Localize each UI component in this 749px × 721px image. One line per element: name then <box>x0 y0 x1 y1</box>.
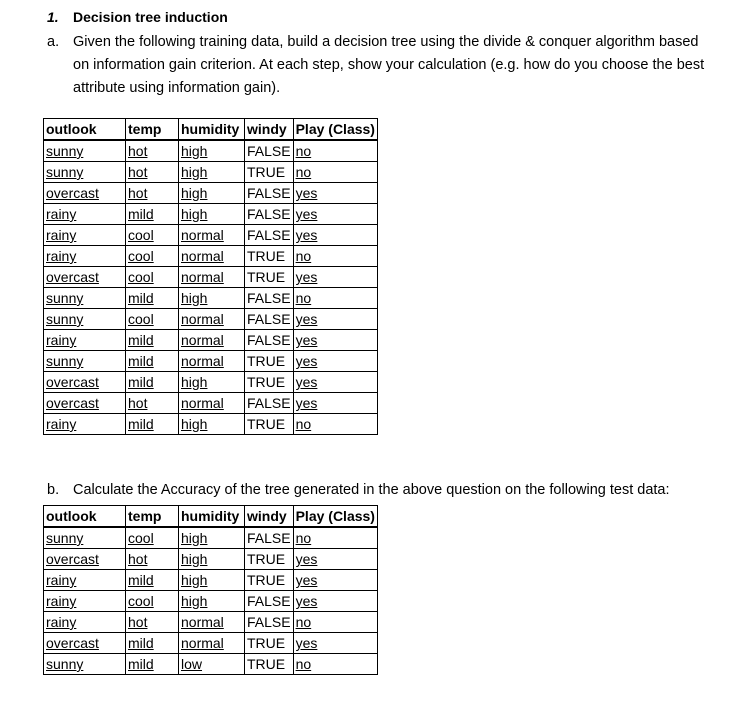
table-cell: FALSE <box>245 288 294 309</box>
table-cell: high <box>179 288 245 309</box>
table-cell: hot <box>126 612 179 633</box>
table-cell: yes <box>293 591 377 612</box>
table-row <box>44 612 378 633</box>
table-cell: sunny <box>44 654 126 675</box>
table-row <box>44 654 378 675</box>
table-row <box>44 414 378 435</box>
table-cell: high <box>179 162 245 183</box>
table-cell: sunny <box>44 288 126 309</box>
table-cell: FALSE <box>245 140 294 162</box>
table-cell: cool <box>126 246 179 267</box>
table-cell: high <box>179 372 245 393</box>
column-header: temp <box>126 119 179 141</box>
training-data-table <box>43 118 378 435</box>
table-cell: cool <box>126 527 179 549</box>
table-row <box>44 549 378 570</box>
table-cell: no <box>293 414 377 435</box>
table-cell: overcast <box>44 393 126 414</box>
test-table-body <box>44 527 378 675</box>
table-cell: cool <box>126 267 179 288</box>
table-row <box>44 591 378 612</box>
table-row <box>44 183 378 204</box>
table-cell: FALSE <box>245 225 294 246</box>
table-cell: mild <box>126 570 179 591</box>
table-row <box>44 330 378 351</box>
table-cell: overcast <box>44 183 126 204</box>
table-row <box>44 527 378 549</box>
table-row <box>44 351 378 372</box>
table-row <box>44 204 378 225</box>
table-row <box>44 267 378 288</box>
table-cell: high <box>179 414 245 435</box>
table-cell: FALSE <box>245 309 294 330</box>
question-number: 1. <box>47 9 59 25</box>
table-cell: overcast <box>44 549 126 570</box>
table-cell: cool <box>126 591 179 612</box>
table-row <box>44 372 378 393</box>
table-cell: FALSE <box>245 183 294 204</box>
table-cell: cool <box>126 309 179 330</box>
part-b-paragraph <box>47 479 713 502</box>
table-cell: normal <box>179 330 245 351</box>
table-cell: normal <box>179 225 245 246</box>
table-cell: FALSE <box>245 393 294 414</box>
table-row <box>44 140 378 162</box>
column-header: Play (Class) <box>293 119 377 141</box>
table-cell: mild <box>126 288 179 309</box>
table-row <box>44 246 378 267</box>
question-heading <box>47 9 228 25</box>
table-cell: rainy <box>44 225 126 246</box>
table-cell: mild <box>126 414 179 435</box>
table-cell: hot <box>126 183 179 204</box>
table-cell: hot <box>126 162 179 183</box>
table-cell: mild <box>126 372 179 393</box>
question-title: Decision tree induction <box>73 9 228 25</box>
table-cell: overcast <box>44 633 126 654</box>
part-a-paragraph <box>47 31 713 100</box>
table-cell: no <box>293 527 377 549</box>
table-cell: hot <box>126 140 179 162</box>
table-row <box>44 570 378 591</box>
table-cell: TRUE <box>245 633 294 654</box>
table-cell: cool <box>126 225 179 246</box>
table-cell: hot <box>126 393 179 414</box>
table-cell: normal <box>179 633 245 654</box>
table-cell: high <box>179 140 245 162</box>
table-cell: hot <box>126 549 179 570</box>
table-row <box>44 633 378 654</box>
table-cell: TRUE <box>245 372 294 393</box>
table-cell: FALSE <box>245 204 294 225</box>
table-cell: mild <box>126 330 179 351</box>
training-table-body <box>44 140 378 435</box>
test-data-table <box>43 505 378 675</box>
table-cell: high <box>179 183 245 204</box>
table-cell: yes <box>293 633 377 654</box>
part-b-text: Calculate the Accuracy of the tree generated in the above question on the following test data: <box>73 482 670 498</box>
table-cell: yes <box>293 309 377 330</box>
table-cell: rainy <box>44 591 126 612</box>
part-a-letter: a. <box>47 34 60 50</box>
table-cell: TRUE <box>245 654 294 675</box>
table-cell: TRUE <box>245 162 294 183</box>
table-cell: rainy <box>44 612 126 633</box>
table-cell: FALSE <box>245 527 294 549</box>
table-cell: rainy <box>44 204 126 225</box>
table-cell: FALSE <box>245 330 294 351</box>
table-cell: yes <box>293 351 377 372</box>
table-cell: high <box>179 549 245 570</box>
column-header: windy <box>245 119 294 141</box>
table-cell: rainy <box>44 414 126 435</box>
table-cell: no <box>293 612 377 633</box>
table-cell: normal <box>179 246 245 267</box>
table-cell: sunny <box>44 527 126 549</box>
table-cell: high <box>179 204 245 225</box>
table-cell: TRUE <box>245 246 294 267</box>
table-cell: normal <box>179 267 245 288</box>
table-cell: high <box>179 591 245 612</box>
table-cell: no <box>293 162 377 183</box>
table-cell: yes <box>293 570 377 591</box>
table-cell: low <box>179 654 245 675</box>
table-row <box>44 162 378 183</box>
table-row <box>44 225 378 246</box>
training-header-row <box>44 119 378 141</box>
table-cell: no <box>293 246 377 267</box>
table-cell: rainy <box>44 330 126 351</box>
table-cell: sunny <box>44 351 126 372</box>
table-cell: yes <box>293 549 377 570</box>
test-header-row <box>44 506 378 528</box>
table-cell: yes <box>293 204 377 225</box>
table-cell: mild <box>126 633 179 654</box>
table-cell: no <box>293 288 377 309</box>
column-header: Play (Class) <box>293 506 377 528</box>
table-cell: normal <box>179 393 245 414</box>
column-header: humidity <box>179 506 245 528</box>
table-row <box>44 309 378 330</box>
column-header: outlook <box>44 506 126 528</box>
table-cell: TRUE <box>245 549 294 570</box>
table-cell: sunny <box>44 162 126 183</box>
table-cell: normal <box>179 309 245 330</box>
table-cell: TRUE <box>245 414 294 435</box>
table-cell: yes <box>293 372 377 393</box>
table-cell: no <box>293 654 377 675</box>
table-cell: high <box>179 570 245 591</box>
table-cell: normal <box>179 612 245 633</box>
table-row <box>44 393 378 414</box>
table-cell: TRUE <box>245 267 294 288</box>
column-header: outlook <box>44 119 126 141</box>
column-header: windy <box>245 506 294 528</box>
table-cell: mild <box>126 351 179 372</box>
table-cell: FALSE <box>245 591 294 612</box>
part-b-letter: b. <box>47 482 60 498</box>
table-cell: yes <box>293 183 377 204</box>
table-cell: yes <box>293 330 377 351</box>
table-cell: yes <box>293 225 377 246</box>
table-cell: yes <box>293 393 377 414</box>
table-cell: high <box>179 527 245 549</box>
table-cell: overcast <box>44 267 126 288</box>
table-row <box>44 288 378 309</box>
table-cell: mild <box>126 654 179 675</box>
part-a-text: Given the following training data, build a decision tree using the divide & conquer algorithm based on information gain criterion. At each step, show your calculation (e.g. how do you choose the best attribute using information gain). <box>73 34 705 96</box>
column-header: humidity <box>179 119 245 141</box>
table-cell: TRUE <box>245 351 294 372</box>
table-cell: rainy <box>44 246 126 267</box>
table-cell: overcast <box>44 372 126 393</box>
table-cell: yes <box>293 267 377 288</box>
column-header: temp <box>126 506 179 528</box>
table-cell: sunny <box>44 309 126 330</box>
table-cell: TRUE <box>245 570 294 591</box>
table-cell: FALSE <box>245 612 294 633</box>
table-cell: normal <box>179 351 245 372</box>
table-cell: rainy <box>44 570 126 591</box>
table-cell: mild <box>126 204 179 225</box>
table-cell: sunny <box>44 140 126 162</box>
table-cell: no <box>293 140 377 162</box>
